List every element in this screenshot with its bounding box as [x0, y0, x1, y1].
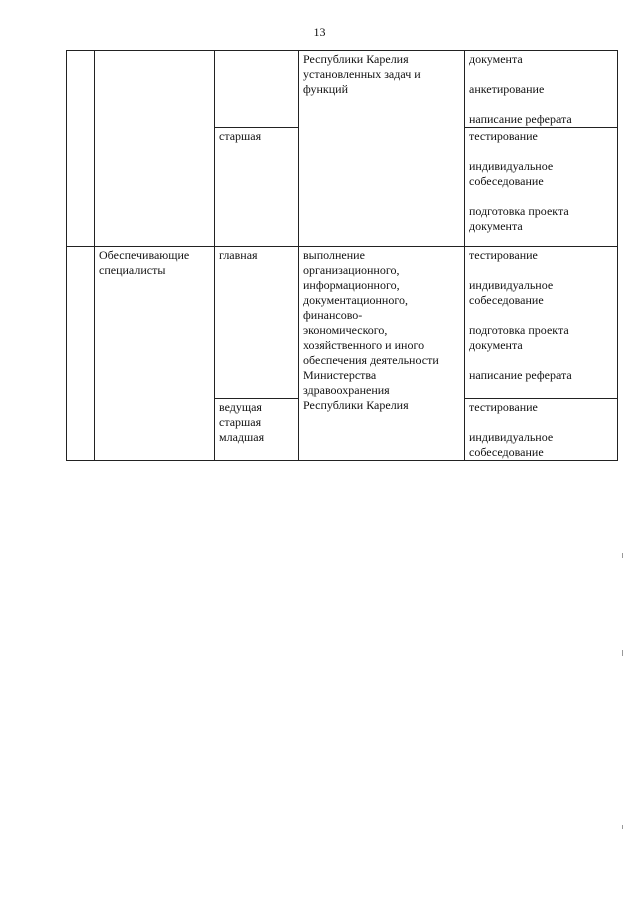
method-interview: индивидуальное [469, 430, 554, 444]
function-line: выполнение [303, 248, 365, 262]
category-cell [95, 51, 215, 247]
level-cell [215, 399, 299, 461]
function-line: Республики Карелия [303, 52, 409, 66]
method-draft-cont: документа [469, 338, 523, 352]
function-line: здравоохранения [303, 383, 390, 397]
level-junior: младшая [219, 430, 265, 444]
level-cell [215, 128, 299, 247]
number-cell [67, 247, 95, 461]
level-senior: старшая [219, 129, 262, 143]
category-line: Обеспечивающие [99, 248, 190, 262]
level-senior: старшая [219, 415, 262, 429]
method-testing: тестирование [469, 248, 538, 262]
scan-mark [622, 825, 623, 829]
method-interview-cont: собеседование [469, 293, 544, 307]
function-line: экономического, [303, 323, 388, 337]
scan-mark [622, 553, 623, 558]
function-cell [299, 51, 465, 247]
method-draft-cont: документа [469, 219, 523, 233]
function-line: организационного, [303, 263, 400, 277]
function-line: обеспечения деятельности [303, 353, 439, 367]
level-leading: ведущая [219, 400, 262, 414]
methods-cell [465, 247, 618, 399]
method-draft: подготовка проекта [469, 323, 569, 337]
number-cell [67, 51, 95, 247]
function-line: установленных задач и [303, 67, 421, 81]
table-row [67, 51, 618, 128]
method-essay: написание реферата [469, 112, 572, 126]
function-line: Министерства [303, 368, 377, 382]
level-cell [215, 247, 299, 399]
methods-cell [465, 399, 618, 461]
method-interview-cont: собеседование [469, 445, 544, 459]
function-cell [299, 247, 465, 461]
method-interview-cont: собеседование [469, 174, 544, 188]
method-survey: анкетирование [469, 82, 545, 96]
table-row [67, 247, 618, 399]
methods-cell [465, 128, 618, 247]
category-line: специалисты [99, 263, 166, 277]
qualification-table [66, 50, 618, 461]
function-line: финансово- [303, 308, 363, 322]
method-testing: тестирование [469, 129, 538, 143]
method-draft: подготовка проекта [469, 204, 569, 218]
function-line: информационного, [303, 278, 400, 292]
function-line: функций [303, 82, 348, 96]
method-testing: тестирование [469, 400, 538, 414]
level-cell-empty [215, 51, 299, 128]
scan-mark [622, 650, 623, 656]
method-essay: написание реферата [469, 368, 572, 382]
function-line: документационного, [303, 293, 408, 307]
method-interview: индивидуальное [469, 159, 554, 173]
methods-cell [465, 51, 618, 128]
method-interview: индивидуальное [469, 278, 554, 292]
function-line: хозяйственного и иного [303, 338, 425, 352]
category-cell [95, 247, 215, 461]
level-main: главная [219, 248, 258, 262]
method-document: документа [469, 52, 523, 66]
page-number: 13 [313, 25, 326, 39]
function-line: Республики Карелия [303, 398, 409, 412]
